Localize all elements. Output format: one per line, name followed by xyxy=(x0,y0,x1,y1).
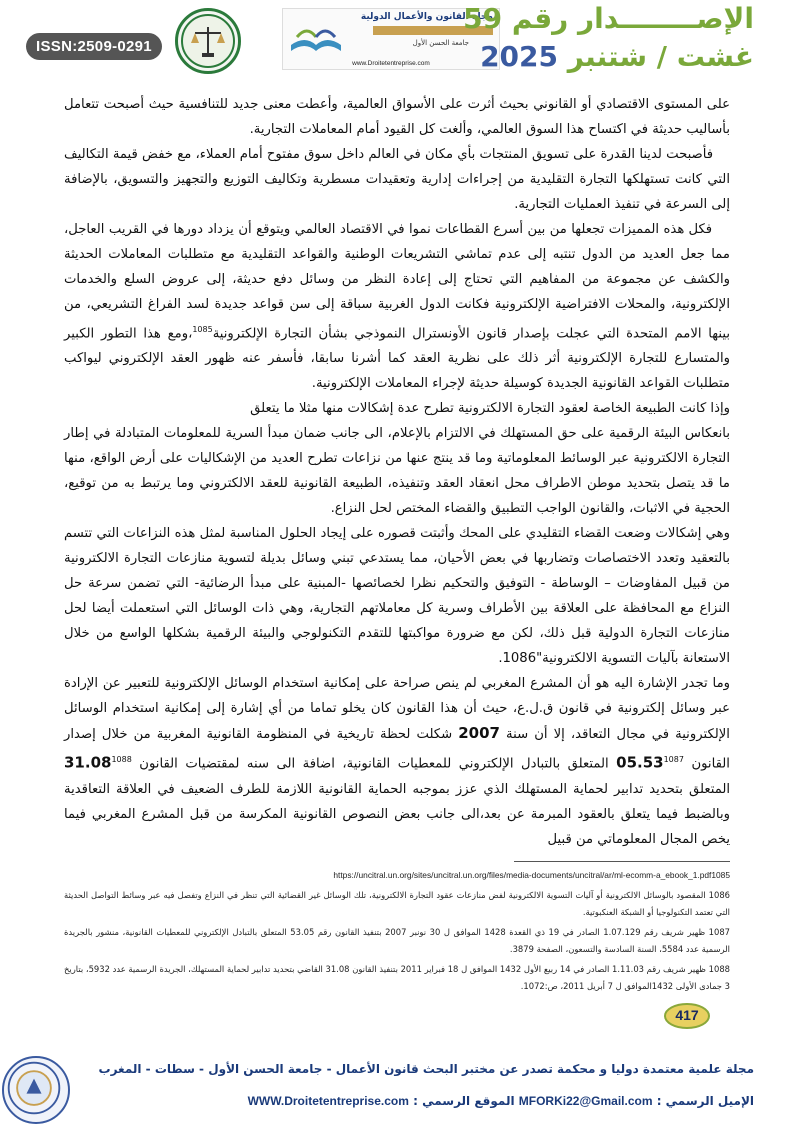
law-31-08: 31.08 xyxy=(64,753,112,772)
journal-url: www.Droitetentreprise.com xyxy=(352,60,430,67)
issue-number: 59 xyxy=(463,2,503,35)
footnote-divider xyxy=(514,861,730,862)
mail-address[interactable]: MFORKi22@Gmail.com xyxy=(518,1094,653,1108)
issue-year: 2025 xyxy=(480,40,559,73)
scales-icon xyxy=(178,11,238,71)
site-link[interactable]: WWW.Droitetentreprise.com xyxy=(247,1094,409,1108)
paragraph: فأصبحت لدينا القدرة على تسويق المنتجات بأي مكان في العالم داخل سوق مفتوح أمام العملاء، مع خفض قيمة التكاليف التي كانت تستهلكها التجارة التقليدية من إجراءات إدارية وتعقيدات مسطرية وتكاليف التوزيع والتجهيز والتسويق، بالإضافة إلى السرعة في تنفيذ العمليات التجارية. xyxy=(64,147,730,212)
footnote-ref: 1088 xyxy=(111,755,132,765)
year-2007: 2007 xyxy=(458,724,500,743)
issue-date xyxy=(480,40,754,73)
footnote-1085[interactable]: https://uncitral.un.org/sites/uncitral.un.org/files/media-documents/uncitral/ar/ml-ecomm-a_ebook_1.pdf1085 xyxy=(333,870,730,880)
paragraph: فكل هذه المميزات تجعلها من بين أسرع القطاعات نموا في الاقتصاد العالمي ويتوقع أن يزداد دورها في القريب العاجل، مما جعل العديد من الدول تنتبه إلى عدم تماشي التشريعات الوطنية والقواعد التقليدية مع متطلبات المعاملات الحديثة والكشف عن مجموعة من المفاهيم التي تحتاج إلى إعادة النظر من وسائل دفع حديثة، إلى عروض السلع والخدمات الإلكترونية، والمحلات الافتراضية الإلكترونية فكانت الدول الغربية سباقة إلى سن قواعد جديدة لسد الفراغ التشريعي، من بينها الامم المتحدة التي عجلت بإصدار قانون الأونسترال النموذجي بشأن التجارة الإلكترونية$^{1085}$،ومع هذا التطور الكبير والمتسارع للتجارة الإلكترونية أثر ذلك على نظرية العقد كما أشرنا سابقا، فأسفر عنه ظهور العقد الإلكتروني ليواكب متطلبات القواعد القانونية الجديدة كوسيلة حديثة لإجراء المعاملات الإلكترونية. xyxy=(64,222,730,392)
paragraph: بانعكاس البيئة الرقمية على حق المستهلك في الالتزام بالإعلام، الى جانب ضمان مبدأ السرية للمعلومات المتبادلة في إطار التجارة الالكترونية عبر الوسائط المعلوماتية وما قد ينتج عنها من نزاعات تطرح العديد من الإشكاليات على أرض الواقع، منها ما قد يتصل بتحديد موطن الاطراف محل انعقاد العقد وتنفيذه، الطبيعة القانونية للعقد الالكتروني وما يرتبط به من توقيع، الحجية في الاثبات، والقانون الواجب التطبيق والقضاء المختص لحل النزاع. xyxy=(64,426,730,517)
issue-months: غشت / شتنبر xyxy=(567,40,754,73)
page-number: 417 xyxy=(675,1007,699,1023)
paragraph: وما تجدر الإشارة اليه هو أن المشرع المغربي لم ينص صراحة على إمكانية استخدام الوسائل الإلكترونية للتعبير عن الإرادة عبر وسائل إلكترونية في قانون ق.ل.ع، حيث أن هذا القانون كان يخلو تماما من أي إشارة إلى إمكانية استخدام الوسائل الإلكترونية في مجال التعاقد، إلا أن سنة 2007 شكلت لحظة تاريخية في المنظومة القانونية المغربية من خلال إصدار القانون $05.53^{1087}$ المتعلق بالتبادل الإلكتروني للمعطيات القانونية، اضافة الى سنه لمقتضيات القانون $31.08^{1088}$ المتعلق بتحديد تدابير لحماية المستهلك الذي عزز بموجبه الحماية القانونية اللازمة للطرف الضعيف في العلاقة التعاقدية وبالضبط فيما يتعلق بالعقود المبرمة عن بعد،الى جانب بعض النصوص القانونية المكرسة من قبل المشرع المغربي فيما يخص المجال المعلوماتي من قبيل xyxy=(64,676,730,847)
paragraph: وإذا كانت الطبيعة الخاصة لعقود التجارة الالكترونية تطرح عدة إشكالات منها مثلا ما يتعلق xyxy=(250,401,730,417)
paragraph: على المستوى الاقتصادي أو القانوني بحيث أثرت على الأسواق العالمية، وأعطت معنى جديد للتنافسية حيث أصبحت تتعامل بأساليب حديثة في اكتساح هذا السوق العالمي، وألغت كل القيود أمام المعاملات التجارية. xyxy=(64,97,730,137)
footer-journal-statement: مجلة علمية معتمدة دوليا و محكمة تصدر عن مختبر البحث قانون الأعمال - جامعة الحسن الأول - سطات - المغرب xyxy=(98,1062,754,1076)
page-footer xyxy=(0,1050,794,1123)
research-lab-logo-icon xyxy=(175,8,241,74)
issn-badge: ISSN:2509-0291 xyxy=(26,33,162,60)
site-label: الموقع الرسمي : xyxy=(413,1094,515,1108)
mail-label: الإميل الرسمي : xyxy=(656,1094,754,1108)
footer-contact xyxy=(248,1094,754,1108)
page-number-badge xyxy=(664,1003,710,1029)
journal-title: مجلة القانون والأعمال الدولية xyxy=(360,12,493,22)
footnote-ref: 1086. xyxy=(498,651,537,667)
page-header xyxy=(0,0,794,92)
law-05-53: 05.53 xyxy=(616,753,664,772)
paragraph: وهي إشكالات وضعت القضاء التقليدي على المحك وأثبتت قصوره على إيجاد الحلول المناسبة لمثل هذه النزاعات التي تتسم بالتعقيد وتعدد الاختصاصات وتضاربها في بعض الأحيان، مما يستدعي تبني وسائل بديلة لتسوية منازعات التجارة الالكترونية من قبيل المفاوضات – الوساطة - التوفيق والتحكيم نظرا لخصائصها -المبنية على مبدأ الرضائية- التي تضمن سرعة حل النزاع مع المحافظة على العلاقة بين الأطراف وسرية كل معاملاتهم التجارية، وهي ذات الوسائل التي استعملت أيضا لحل منازعات التجارة الدولية قبل ذلك، لكن مع ضرورة مواكبتها للتقدم التكنولوجي والبيئة الرقمية بشكلها الواسع من خلال الاستعانة بآليات التسوية الالكترونية"1086. xyxy=(64,526,730,667)
footnote-ref: 1087 xyxy=(663,755,684,765)
issue-label: الإصــــــــدار رقم xyxy=(511,2,754,35)
footnotes xyxy=(64,867,730,998)
university-seal-icon xyxy=(2,1056,70,1124)
issue-heading xyxy=(463,2,754,35)
footnote-1086: 1086 المقصود بالوسائل الالكترونية أو آليات التسوية الالكترونية لفض منازعات عقود التجارة الالكترونية، تلك الوسائل غير القضائية التي تنظر في النزاع وتفصل فيه عبر وسائط التواصل الحديثة التي تعتمد التكنولوجيا أو الشبكة العنكبوتية. xyxy=(64,890,730,917)
footnote-1087: 1087 ظهير شريف رقم 1.07.129 الصادر في 19 ذي القعدة 1428 الموافق ل 30 نونبر 2007 بتنفيذ القانون رقم 53.05 المتعلق بالتبادل الإلكتروني للمعطيات القانونية، منشور بالجريدة الرسمية عدد 5584، السنة السادسة والتسعون، الصفحة 3879. xyxy=(64,927,730,954)
university-name: جامعة الحسن الأول xyxy=(412,39,469,47)
footnote-ref: 1085 xyxy=(192,325,213,334)
lab-logo-ribbon xyxy=(242,14,268,72)
footnote-1088: 1088 ظهير شريف رقم 1.11.03 الصادر في 14 ربيع الأول 1432 الموافق ل 18 فبراير 2011 بتنفيذ القانون 31.08 القاضي بتحديد تدابير لحماية المستهلك، الجريدة الرسمية عدد 5932، بتاريخ 3 جمادى الأولى 1432الموافق ل 7 أبريل 2011، ص:1072. xyxy=(64,964,730,991)
book-icon xyxy=(287,15,345,55)
article-body xyxy=(64,92,730,852)
